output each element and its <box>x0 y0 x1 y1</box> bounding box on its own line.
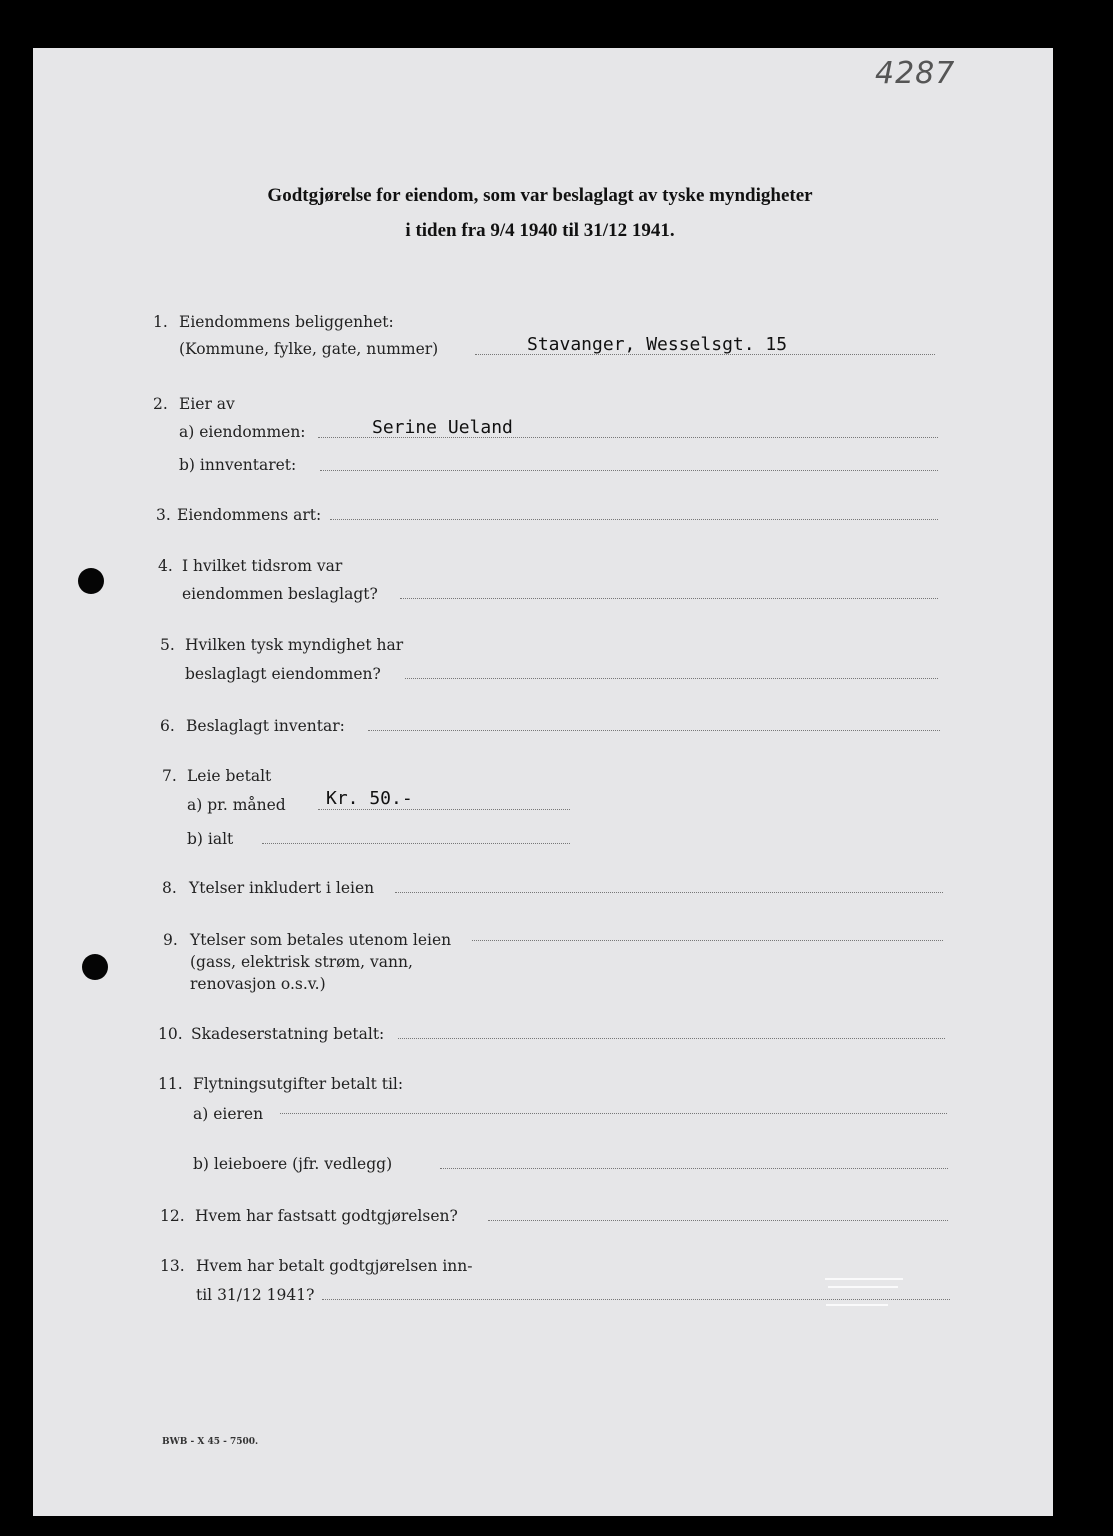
item-11b-field-line <box>440 1168 948 1169</box>
item-11a-label: a) eieren <box>193 1105 264 1123</box>
form-title <box>140 178 940 248</box>
item-7b-field-line <box>262 843 570 844</box>
item-5-number: 5. <box>160 636 175 654</box>
item-4-number: 4. <box>158 557 173 575</box>
item-8-label: Ytelser inkludert i leien <box>189 879 375 897</box>
item-2a-label: a) eiendommen: <box>179 423 306 441</box>
item-3-label: Eiendommens art: <box>177 506 322 524</box>
item-1-label: Eiendommens beliggenhet: <box>179 313 394 331</box>
item-13-label: Hvem har betalt godtgjørelsen inn- <box>196 1257 473 1275</box>
item-2b-field-line <box>320 470 938 471</box>
item-7a-field-line <box>318 809 570 810</box>
item-10-number: 10. <box>158 1025 183 1043</box>
item-12-number: 12. <box>160 1207 185 1225</box>
item-2-number: 2. <box>153 395 168 413</box>
item-5-sublabel: beslaglagt eiendommen? <box>185 665 381 683</box>
form-page <box>33 48 1053 1516</box>
erasure-mark <box>826 1304 888 1306</box>
item-1-sublabel: (Kommune, fylke, gate, nummer) <box>179 340 439 358</box>
item-13-field-line <box>322 1299 950 1300</box>
item-9-label: Ytelser som betales utenom leien <box>190 931 452 949</box>
item-12-label: Hvem har fastsatt godtgjørelsen? <box>195 1207 458 1225</box>
item-9-field-line <box>472 940 943 941</box>
item-11b-label: b) leieboere (jfr. vedlegg) <box>193 1155 393 1173</box>
title-line-2: i tiden fra 9/4 1940 til 31/12 1941. <box>405 220 675 241</box>
item-7a-answer[interactable]: Kr. 50.- <box>326 788 413 809</box>
printer-code: BWB - X 45 - 7500. <box>162 1437 259 1447</box>
item-2-label: Eier av <box>179 395 235 413</box>
item-5-field-line <box>405 678 938 679</box>
item-8-field-line <box>395 892 943 893</box>
item-1-answer[interactable]: Stavanger, Wesselsgt. 15 <box>527 334 788 355</box>
item-9-sublabel-1: (gass, elektrisk strøm, vann, <box>190 953 413 971</box>
item-10-field-line <box>398 1038 945 1039</box>
item-6-field-line <box>368 730 940 731</box>
item-7-label: Leie betalt <box>187 767 272 785</box>
item-7b-label: b) ialt <box>187 830 234 848</box>
item-4-field-line <box>400 598 938 599</box>
item-12-field-line <box>488 1220 948 1221</box>
erasure-mark <box>828 1286 898 1288</box>
item-5-label: Hvilken tysk myndighet har <box>185 636 404 654</box>
item-1-number: 1. <box>153 313 168 331</box>
item-4-sublabel: eiendommen beslaglagt? <box>182 585 378 603</box>
item-10-label: Skadeserstatning betalt: <box>191 1025 385 1043</box>
item-13-number: 13. <box>160 1257 185 1275</box>
item-8-number: 8. <box>162 879 177 897</box>
punch-hole-lower <box>82 954 108 980</box>
title-line-1: Godtgjørelse for eiendom, som var beslaglagt av tyske myndigheter <box>267 185 813 206</box>
item-6-label: Beslaglagt inventar: <box>186 717 345 735</box>
item-7-number: 7. <box>162 767 177 785</box>
item-3-number: 3. <box>156 506 171 524</box>
item-2a-answer[interactable]: Serine Ueland <box>372 417 513 438</box>
item-3-field-line <box>330 519 938 520</box>
erasure-mark <box>825 1278 903 1280</box>
item-7a-label: a) pr. måned <box>187 796 286 814</box>
item-11-label: Flytningsutgifter betalt til: <box>193 1075 404 1093</box>
handwritten-archive-number: 4287 <box>875 56 956 91</box>
item-11-number: 11. <box>158 1075 183 1093</box>
item-4-label: I hvilket tidsrom var <box>182 557 343 575</box>
item-2b-label: b) innventaret: <box>179 456 297 474</box>
punch-hole-upper <box>78 568 104 594</box>
item-9-sublabel-2: renovasjon o.s.v.) <box>190 975 326 993</box>
item-9-number: 9. <box>163 931 178 949</box>
item-11a-field-line <box>280 1113 947 1114</box>
item-6-number: 6. <box>160 717 175 735</box>
item-13-sublabel: til 31/12 1941? <box>196 1286 315 1304</box>
